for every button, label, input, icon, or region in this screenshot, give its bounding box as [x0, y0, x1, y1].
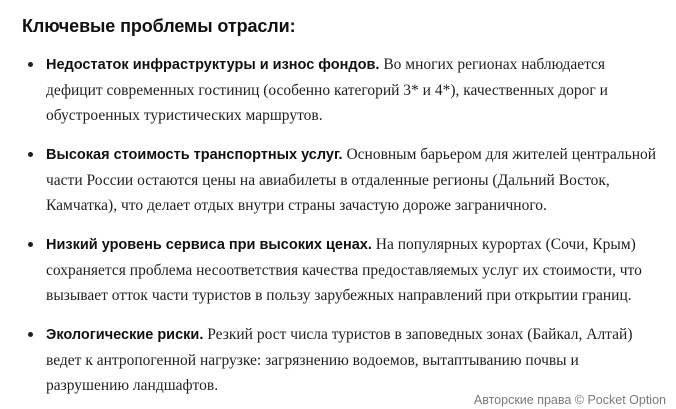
list-item-text: На популярных курортах (Сочи, Крым) сохраняется проблема несоответствия качества предоставляемых услуг их стоимости, что вызывает отток части туристов в пользу зарубежных направлений при открытии границ.	[46, 236, 642, 304]
list-item	[22, 232, 658, 308]
list-item	[22, 322, 658, 398]
list-item-lead: Недостаток инфраструктуры и износ фондов.	[46, 57, 380, 73]
problems-list	[22, 52, 658, 398]
page-title: Ключевые проблемы отрасли:	[22, 16, 296, 36]
list-item-lead: Высокая стоимость транспортных услуг.	[46, 147, 343, 163]
bullet-icon	[28, 152, 33, 157]
bullet-icon	[28, 242, 33, 247]
copyright-watermark: Авторские права © Pocket Option	[473, 393, 666, 407]
list-item-lead: Низкий уровень сервиса при высоких ценах.	[46, 237, 372, 253]
list-item-text: Во многих регионах наблюдается дефицит современных гостиниц (особенно категорий 3* и 4*), качественных дорог и обустроенных туристических маршрутов.	[46, 56, 608, 124]
bullet-icon	[28, 332, 33, 337]
bullet-icon	[28, 62, 33, 67]
list-item-text: Основным барьером для жителей центральной части России остаются цены на авиабилеты в отдаленные регионы (Дальний Восток, Камчатка), что делает отдых внутри страны зачастую дороже заграничного.	[46, 146, 657, 214]
list-item	[22, 52, 658, 128]
list-item-text: Резкий рост числа туристов в заповедных зонах (Байкал, Алтай) ведет к антропогенной нагрузке: загрязнению водоемов, вытаптыванию почвы и разрушению ландшафтов.	[46, 326, 633, 394]
list-item	[22, 142, 658, 218]
list-item-lead: Экологические риски.	[46, 327, 204, 343]
